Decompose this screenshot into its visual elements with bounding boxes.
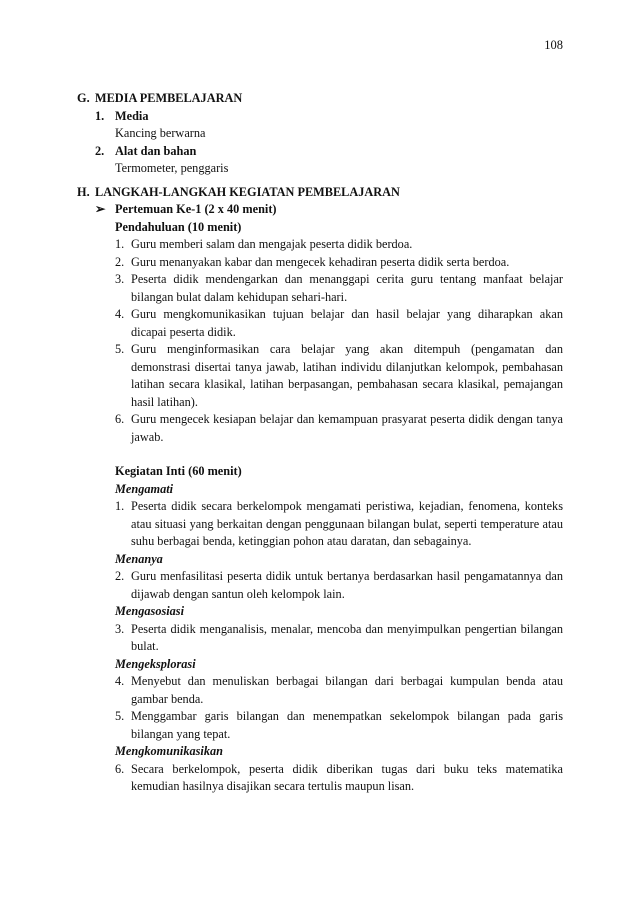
media-item [95,108,563,126]
step-text: Peserta didik secara berkelompok mengamati peristiwa, kejadian, fenomena, konteks atau situasi yang berkaitan dengan penggunaan bilangan bulat, seperti temperature atau suhu berbagai benda, ketinggian pohon atau daratan, dan sebagainya. [131,499,563,548]
section-h-heading [77,184,563,202]
phase-heading: Menanya [115,551,163,566]
section-g-letter: G. [77,91,90,105]
step-text: Guru mengkomunikasikan tujuan belajar dan hasil belajar yang diharapkan akan dicapai peserta didik. [131,307,563,339]
list-item [115,673,563,708]
step-number: 1. [115,237,125,251]
step-number: 2. [115,569,125,583]
section-g-heading [77,90,563,108]
item-title: Alat dan bahan [115,143,197,158]
step-text: Menyebut dan menuliskan berbagai bilangan dari berbagai kumpulan benda atau gambar benda. [131,674,563,706]
meeting-title: Pertemuan Ke-1 (2 x 40 menit) [115,202,277,216]
section-g-title: MEDIA PEMBELAJARAN [95,91,243,105]
intro-steps [115,236,563,446]
document-body [77,90,563,796]
step-number: 3. [115,272,125,286]
step-text: Guru menginformasikan cara belajar yang akan ditempuh (pengamatan dan demonstrasi disertai tanya jawab, latihan individu dilanjutkan kelompok, pembahasan latihan secara klasikal, latihan berpasangan, pembahasan secara klasikal, pemajangan hasil latihan). [131,342,563,409]
item-text: Termometer, penggaris [115,161,229,175]
step-text: Peserta didik menganalisis, menalar, mencoba dan menyimpulkan pengertian bilangan bulat. [131,621,563,653]
list-item [115,341,563,411]
list-item [115,498,563,551]
list-item [115,271,563,306]
step-number: 6. [115,412,125,426]
section-h-letter: H. [77,184,90,199]
list-item [115,254,563,272]
step-number: 5. [115,709,125,723]
step-text: Guru menanyakan kabar dan mengecek kehadiran peserta didik serta berdoa. [131,254,510,269]
list-item [115,568,563,603]
list-item [115,761,563,796]
step-text: Guru menfasilitasi peserta didik untuk bertanya berdasarkan hasil pengamatannya dan dijawab dengan santun oleh kelompok lain. [131,569,563,601]
step-text: Menggambar garis bilangan dan menempatkan sekelompok bilangan pada garis bilangan yang tepat. [131,709,563,741]
step-number: 4. [115,674,125,688]
item-number: 2. [95,143,105,158]
section-h-title: LANGKAH-LANGKAH KEGIATAN PEMBELAJARAN [95,184,400,199]
phase-heading: Mengasosiasi [115,604,185,618]
item-number: 1. [95,108,105,123]
page-number: 108 [544,38,563,52]
core-title: Kegiatan Inti (60 menit) [115,464,242,478]
list-item [115,708,563,743]
step-number: 2. [115,254,125,269]
step-text: Peserta didik mendengarkan dan menanggapi cerita guru tentang manfaat belajar bilangan bulat dalam kehidupan sehari-hari. [131,272,563,304]
item-text: Kancing berwarna [115,126,206,140]
phase-heading: Mengkomunikasikan [115,744,223,758]
step-number: 4. [115,307,125,321]
arrow-bullet-icon: ➢ [95,202,106,216]
tools-item [95,143,563,161]
list-item [115,411,563,446]
intro-title: Pendahuluan (10 menit) [115,219,242,234]
step-text: Secara berkelompok, peserta didik diberikan tugas dari buku teks matematika kemudian hasilnya disajikan secara tertulis maupun lisan. [131,761,563,793]
list-item [115,306,563,341]
step-number: 6. [115,761,125,776]
phase-heading: Mengamati [115,481,174,496]
step-number: 5. [115,342,125,356]
step-text: Guru mengecek kesiapan belajar dan kemampuan prasyarat peserta didik dengan tanya jawab. [131,412,563,444]
list-item [115,236,563,254]
step-number: 3. [115,621,125,636]
step-text: Guru memberi salam dan mengajak peserta didik berdoa. [131,237,413,251]
list-item [115,621,563,656]
phase-heading: Mengeksplorasi [115,656,196,671]
step-number: 1. [115,499,125,513]
item-title: Media [115,108,149,123]
section-g-items [77,108,563,178]
core-activities [115,481,563,796]
section-h-body [77,201,563,796]
meeting-heading [95,201,563,219]
